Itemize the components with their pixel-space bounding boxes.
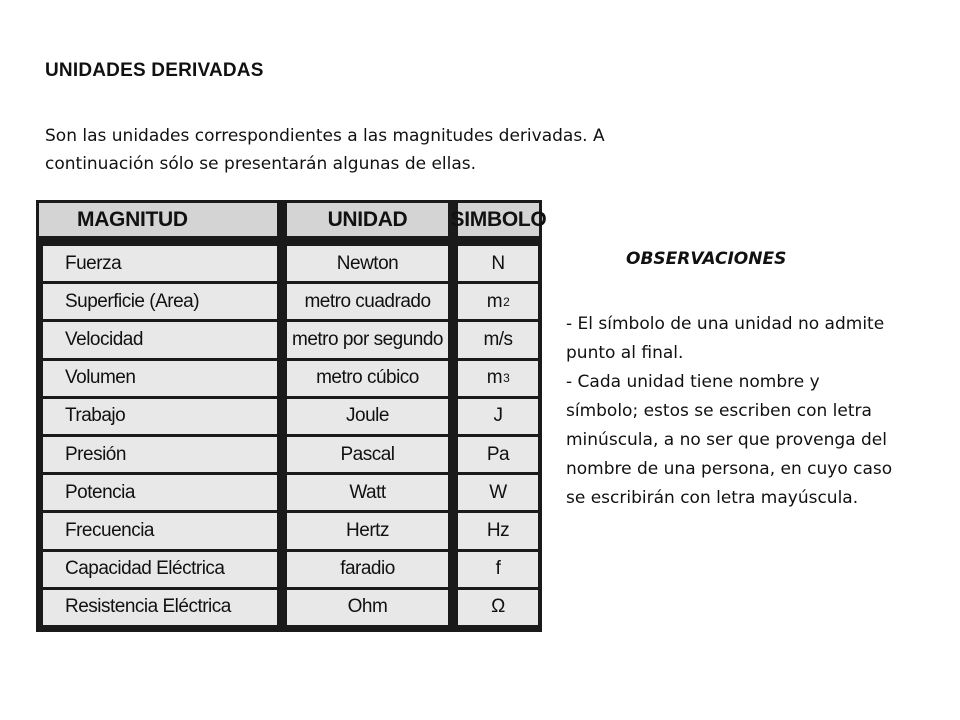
cell-unidad [287, 437, 448, 472]
cell-unidad [287, 513, 448, 548]
cell-simbolo [458, 284, 538, 319]
cell-unidad [287, 246, 448, 281]
cell-magnitud-text: Presión [65, 443, 126, 465]
cell-simbolo-text: J [493, 405, 503, 427]
page-title: UNIDADES DERIVADAS [45, 60, 264, 81]
cell-magnitud-text: Volumen [65, 367, 136, 389]
cell-magnitud-text: Frecuencia [65, 519, 154, 541]
units-table [36, 200, 547, 632]
cell-unidad-text: metro cúbico [316, 367, 419, 389]
cell-magnitud [43, 437, 277, 472]
cell-magnitud [43, 246, 277, 281]
cell-simbolo [458, 513, 538, 548]
cell-simbolo-text: f [495, 558, 501, 580]
cell-simbolo [458, 322, 538, 357]
cell-magnitud [43, 284, 277, 319]
observation-item: - El símbolo de una unidad no admite punto al final. [566, 314, 885, 363]
exponent: 3 [503, 371, 510, 386]
cell-unidad-text: Ohm [347, 596, 388, 618]
cell-magnitud [43, 552, 277, 587]
cell-simbolo [458, 590, 538, 625]
cell-simbolo-text: m [486, 290, 503, 312]
cell-simbolo-text: m [486, 367, 503, 389]
cell-unidad-text: Watt [349, 481, 386, 503]
cell-unidad [287, 475, 448, 510]
cell-simbolo [458, 246, 538, 281]
cell-simbolo [458, 399, 538, 434]
cell-simbolo-text: N [491, 252, 505, 274]
cell-simbolo-text: W [489, 481, 507, 503]
cell-simbolo-text: Hz [486, 519, 510, 541]
cell-unidad-text: Pascal [340, 443, 395, 465]
cell-unidad-text: faradio [340, 558, 395, 580]
cell-unidad [287, 552, 448, 587]
observation-item: - Cada unidad tiene nombre y símbolo; estos se escriben con letra minúscula, a no ser que provenga del nombre de una persona, en cuyo caso se escribirán con letra mayúscula. [566, 372, 893, 508]
column-magnitud [36, 200, 280, 632]
cell-unidad-text: Hertz [346, 519, 389, 541]
cell-simbolo-text: m/s [483, 328, 513, 350]
intro-paragraph: Son las unidades correspondientes a las magnitudes derivadas. A continuación sólo se presentarán algunas de ellas. [45, 126, 605, 174]
cell-unidad [287, 590, 448, 625]
cell-unidad-text: metro por segundo [292, 328, 443, 350]
cell-magnitud-text: Superficie (Area) [65, 290, 200, 312]
column-simbolo [450, 200, 547, 632]
cell-magnitud-text: Potencia [65, 481, 135, 503]
header-unidad: UNIDAD [287, 203, 448, 236]
cell-magnitud-text: Resistencia Eléctrica [65, 596, 231, 618]
cell-unidad [287, 361, 448, 396]
exponent: 2 [503, 294, 510, 309]
column-unidad [284, 200, 451, 632]
header-magnitud: MAGNITUD [39, 203, 277, 236]
header-simbolo: SIMBOLO [458, 203, 539, 236]
cell-simbolo-text: Pa [486, 443, 510, 465]
cell-simbolo [458, 361, 538, 396]
cell-unidad [287, 284, 448, 319]
cell-simbolo [458, 552, 538, 587]
cell-magnitud [43, 399, 277, 434]
cell-simbolo-text: Ω [491, 596, 505, 618]
cell-magnitud [43, 361, 277, 396]
cell-unidad-text: Joule [346, 405, 389, 427]
cell-magnitud-text: Fuerza [65, 252, 122, 274]
cell-magnitud [43, 513, 277, 548]
cell-unidad-text: metro cuadrado [304, 290, 431, 312]
cell-magnitud [43, 475, 277, 510]
cell-magnitud-text: Velocidad [65, 328, 143, 350]
cell-simbolo [458, 437, 538, 472]
cell-unidad [287, 322, 448, 357]
cell-magnitud [43, 590, 277, 625]
cell-unidad [287, 399, 448, 434]
observations-title: OBSERVACIONES [626, 249, 787, 269]
cell-unidad-text: Newton [336, 252, 399, 274]
cell-magnitud-text: Capacidad Eléctrica [65, 558, 225, 580]
cell-magnitud [43, 322, 277, 357]
cell-simbolo [458, 475, 538, 510]
cell-magnitud-text: Trabajo [65, 405, 126, 427]
observations-list [566, 310, 896, 513]
